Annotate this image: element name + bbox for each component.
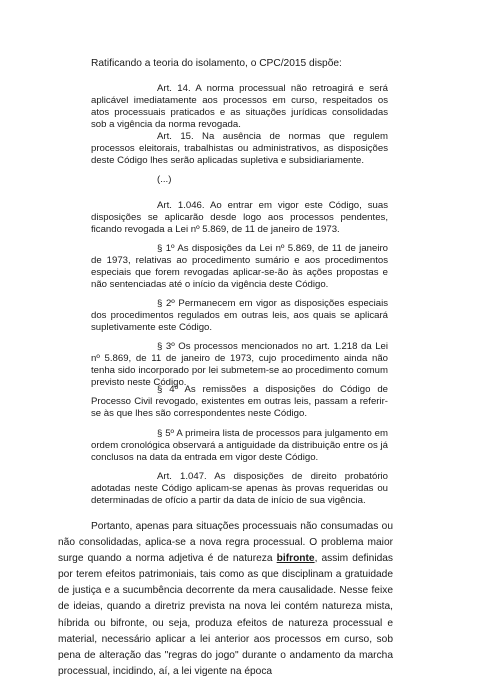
- quote-paragraph-3: § 3º Os processos mencionados no art. 1.218 da Lei nº 5.869, de 11 de janeiro de 1973, cujo procedimento ainda não tenha sido incorporado por lei submetem-se ao procedimento comum previsto neste Código.: [91, 341, 388, 389]
- bifronte-emphasis: bifronte: [276, 553, 315, 565]
- quote-paragraph-4: § 4º As remissões a disposições do Código de Processo Civil revogado, existentes em outras leis, passam a referir-se às que lhes são correspondentes neste Código.: [91, 384, 388, 420]
- body-paragraph: [58, 519, 393, 680]
- quote-paragraph-1: § 1º As disposições da Lei nº 5.869, de 11 de janeiro de 1973, relativas ao procedimento sumário e aos procedimentos especiais que forem revogadas aplicar-se-ão às ações propostas e não sentenciadas até o início da vigência deste Código.: [91, 243, 388, 291]
- intro-sentence: Ratificando a teoria do isolamento, o CPC/2015 dispõe:: [91, 58, 342, 69]
- quote-paragraph-2: § 2º Permanecem em vigor as disposições especiais dos procedimentos regulados em outras leis, aos quais se aplicará supletivamente este Código.: [91, 298, 388, 334]
- quote-art-1047: Art. 1.047. As disposições de direito probatório adotadas neste Código aplicam-se apenas às provas requeridas ou determinadas de ofício a partir da data de início de sua vigência.: [91, 471, 388, 507]
- body-text-part-2: , assim definidas por terem efeitos patrimoniais, tais como as que disciplinam a gratuidade de justiça e a sucumbência decorrente da mera causalidade. Nesse feixe de ideias, quando a diretriz prevista na nova lei contém natureza mista, híbrida ou bifronte, ou seja, produza efeitos de natureza processual e material, necessário aplicar a lei anterior aos processos em curso, sob pena de alteração das "regras do jogo" durante o andamento da marcha processual, incidindo, aí, a lei vigente na época: [58, 553, 394, 677]
- quote-art-14: Art. 14. A norma processual não retroagirá e será aplicável imediatamente aos processos em curso, respeitados os atos processuais praticados e as situações jurídicas consolidadas sob a vigência da norma revogada.: [91, 83, 388, 131]
- quote-ellipsis: (...): [157, 174, 172, 185]
- quote-art-1046: Art. 1.046. Ao entrar em vigor este Código, suas disposições se aplicarão desde logo aos processos pendentes, ficando revogada a Lei nº 5.869, de 11 de janeiro de 1973.: [91, 200, 388, 236]
- body-text-part-1: Portanto, apenas para situações processuais não consumadas ou não consolidadas, aplica-se a nova regra processual. O problema maior surge quando a norma adjetiva é de natureza: [58, 521, 393, 565]
- quote-art-15: Art. 15. Na ausência de normas que regulem processos eleitorais, trabalhistas ou administrativos, as disposições deste Código lhes serão aplicadas supletiva e subsidiariamente.: [91, 131, 388, 167]
- quote-paragraph-5: § 5º A primeira lista de processos para julgamento em ordem cronológica observará a antiguidade da distribuição entre os já conclusos na data da entrada em vigor deste Código.: [91, 428, 388, 464]
